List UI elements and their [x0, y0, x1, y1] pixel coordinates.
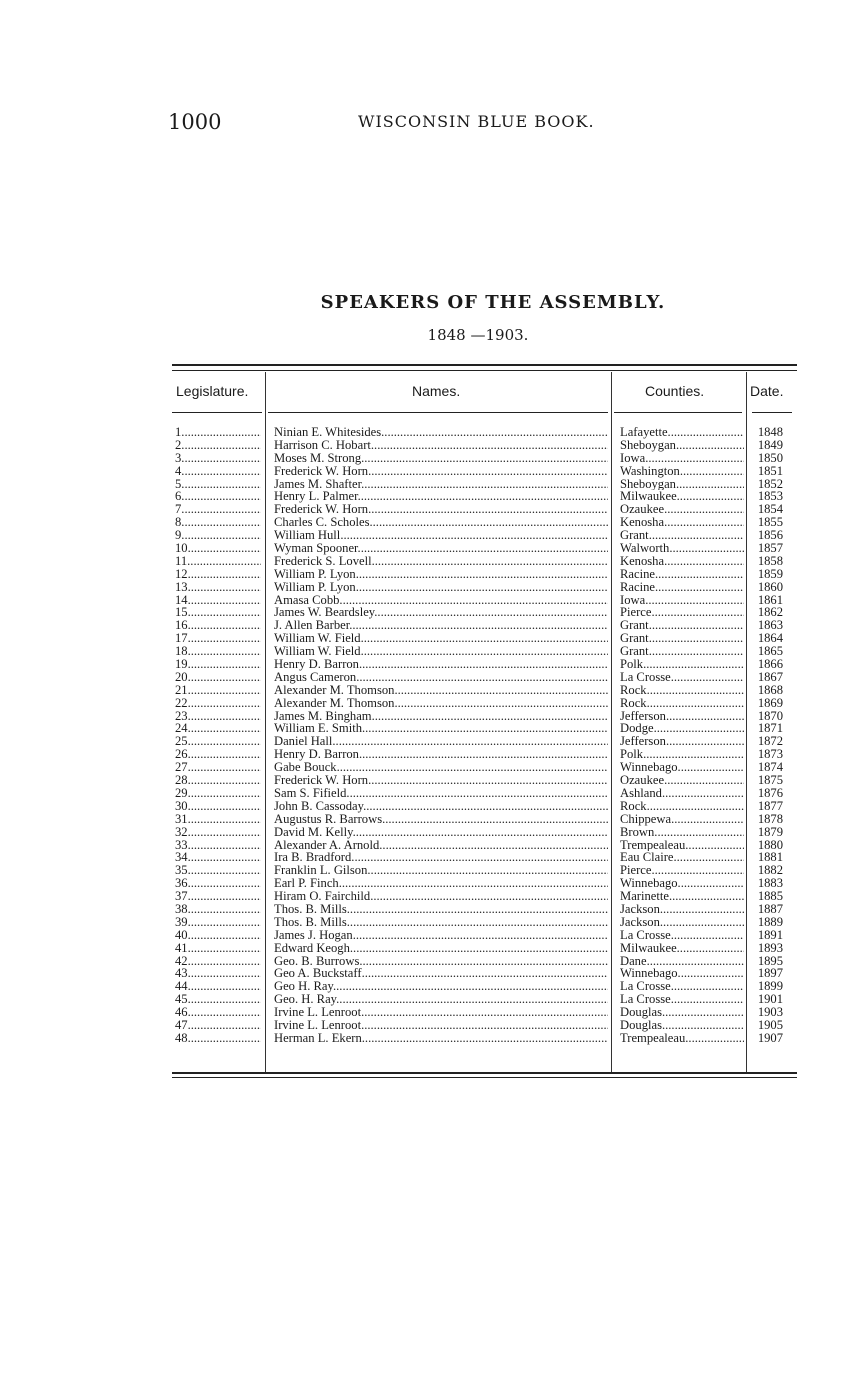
legislature-cell: 26 .....: [175, 748, 261, 761]
table-row: [0, 748, 859, 761]
county-cell: La Crosse .....: [620, 993, 744, 1006]
county-cell: Polk .....: [620, 748, 744, 761]
name-cell: Alexander M. Thomson .....: [274, 697, 608, 710]
date-cell: 1851: [757, 464, 783, 478]
table-row: [0, 942, 859, 955]
legislature-cell: 39 .....: [175, 916, 261, 929]
table-row: [0, 826, 859, 839]
county-cell: Trempealeau .....: [620, 1032, 744, 1045]
date-cell: 1867: [757, 670, 783, 684]
legislature-cell: 4 .....: [175, 465, 261, 478]
date-cell: 1870: [757, 709, 783, 723]
legislature-cell: 38 .....: [175, 903, 261, 916]
table-row: [0, 594, 859, 607]
date-cell: 1901: [757, 993, 783, 1007]
legislature-cell: 44 .....: [175, 980, 261, 993]
header-underline: [752, 412, 792, 413]
date-cell: 1889: [757, 915, 783, 929]
date-cell: 1893: [757, 941, 783, 955]
name-cell: Herman L. Ekern .....: [274, 1032, 608, 1045]
table-row: [0, 1006, 859, 1019]
county-cell: Sheboygan .....: [620, 439, 744, 452]
legislature-cell: 22 .....: [175, 697, 261, 710]
name-cell: William P. Lyon .....: [274, 581, 608, 594]
name-cell: Henry D. Barron .....: [274, 658, 608, 671]
name-cell: William E. Smith .....: [274, 722, 608, 735]
legislature-cell: 5 .....: [175, 478, 261, 491]
table-row: [0, 516, 859, 529]
header-underline: [172, 412, 262, 413]
name-cell: William W. Field .....: [274, 645, 608, 658]
table-row: [0, 684, 859, 697]
running-head: WISCONSIN BLUE BOOK.: [358, 112, 595, 131]
table-top-rule-thin: [172, 370, 797, 371]
date-cell: 1903: [757, 1006, 783, 1019]
date-cell: 1865: [757, 645, 783, 659]
county-cell: Dane .....: [620, 955, 744, 968]
legislature-cell: 18 .....: [175, 645, 261, 658]
date-cell: 1864: [757, 632, 783, 646]
name-cell: Frederick W. Horn .....: [274, 465, 608, 478]
date-cell: 1858: [757, 554, 783, 568]
name-cell: Geo. B. Burrows .....: [274, 955, 608, 968]
date-cell: 1905: [757, 1018, 783, 1032]
legislature-cell: 34 .....: [175, 851, 261, 864]
county-cell: Douglas .....: [620, 1006, 744, 1019]
date-cell: 1874: [757, 761, 783, 775]
name-cell: Ira B. Bradford .....: [274, 851, 608, 864]
legislature-cell: 16 .....: [175, 619, 261, 632]
header-counties: Counties.: [645, 383, 705, 399]
table-row: [0, 916, 859, 929]
county-cell: Jackson .....: [620, 903, 744, 916]
date-cell: 1857: [757, 542, 783, 555]
date-cell: 1907: [757, 1031, 783, 1045]
date-cell: 1891: [757, 928, 783, 942]
county-cell: Polk .....: [620, 658, 744, 671]
legislature-cell: 48 .....: [175, 1032, 261, 1045]
legislature-cell: 33 .....: [175, 839, 261, 852]
legislature-cell: 20 .....: [175, 671, 261, 684]
county-cell: Ozaukee .....: [620, 503, 744, 516]
county-cell: Grant .....: [620, 529, 744, 542]
table-row: [0, 619, 859, 632]
county-cell: Iowa .....: [620, 594, 744, 607]
name-cell: Angus Cameron .....: [274, 671, 608, 684]
county-cell: Jefferson .....: [620, 710, 744, 723]
legislature-cell: 36 .....: [175, 877, 261, 890]
table-row: [0, 490, 859, 503]
date-cell: 1861: [757, 593, 783, 607]
page-title: SPEAKERS OF THE ASSEMBLY.: [320, 292, 666, 313]
county-cell: Racine .....: [620, 581, 744, 594]
table-row: [0, 542, 859, 555]
name-cell: Henry D. Barron .....: [274, 748, 608, 761]
table-row: [0, 1032, 859, 1045]
table-row: [0, 787, 859, 800]
legislature-cell: 46 .....: [175, 1006, 261, 1019]
date-cell: 1875: [757, 774, 783, 787]
date-cell: 1860: [757, 580, 783, 594]
legislature-cell: 8 .....: [175, 516, 261, 529]
name-cell: Irvine L. Lenroot .....: [274, 1006, 608, 1019]
table-row: [0, 1019, 859, 1032]
date-cell: 1895: [757, 954, 783, 968]
name-cell: Frederick W. Horn .....: [274, 774, 608, 787]
date-cell: 1899: [757, 980, 783, 994]
legislature-cell: 41 .....: [175, 942, 261, 955]
name-cell: Alexander A. Arnold .....: [274, 839, 608, 852]
date-cell: 1880: [757, 838, 783, 852]
table-top-rule: [172, 364, 797, 366]
legislature-cell: 17 .....: [175, 632, 261, 645]
county-cell: Winnebago .....: [620, 761, 744, 774]
county-cell: La Crosse .....: [620, 980, 744, 993]
county-cell: Winnebago .....: [620, 967, 744, 980]
date-cell: 1869: [757, 696, 783, 710]
name-cell: J. Allen Barber .....: [274, 619, 608, 632]
table-row: [0, 645, 859, 658]
county-cell: Rock .....: [620, 697, 744, 710]
table-row: [0, 478, 859, 491]
legislature-cell: 7 .....: [175, 503, 261, 516]
table-row: [0, 839, 859, 852]
name-cell: Augustus R. Barrows .....: [274, 813, 608, 826]
table-row: [0, 813, 859, 826]
county-cell: Jefferson .....: [620, 735, 744, 748]
table-bottom-rule-thin: [172, 1077, 797, 1078]
name-cell: Gabe Bouck .....: [274, 761, 608, 774]
date-range-subtitle: 1848 —1903.: [427, 326, 529, 344]
county-cell: Ozaukee .....: [620, 774, 744, 787]
table-row: [0, 606, 859, 619]
table-row: [0, 426, 859, 439]
legislature-cell: 45 .....: [175, 993, 261, 1006]
name-cell: Edward Keogh .....: [274, 942, 608, 955]
county-cell: Milwaukee .....: [620, 942, 744, 955]
county-cell: Milwaukee .....: [620, 490, 744, 503]
table-row: [0, 671, 859, 684]
county-cell: Iowa .....: [620, 452, 744, 465]
county-cell: Grant .....: [620, 632, 744, 645]
header-underline: [268, 412, 608, 413]
name-cell: Sam S. Fifield .....: [274, 787, 608, 800]
date-cell: 1887: [757, 902, 783, 916]
date-cell: 1854: [757, 503, 783, 517]
table-row: [0, 452, 859, 465]
header-date: Date.: [750, 383, 784, 399]
date-cell: 1881: [757, 851, 783, 865]
date-cell: 1878: [757, 812, 783, 826]
date-cell: 1853: [757, 490, 783, 504]
name-cell: Frederick W. Horn .....: [274, 503, 608, 516]
name-cell: James M. Shafter .....: [274, 478, 608, 491]
county-cell: Rock .....: [620, 800, 744, 813]
legislature-cell: 31 .....: [175, 813, 261, 826]
name-cell: Amasa Cobb .....: [274, 594, 608, 607]
county-cell: Brown .....: [620, 826, 744, 839]
date-cell: 1897: [757, 967, 783, 981]
county-cell: Rock .....: [620, 684, 744, 697]
table-row: [0, 439, 859, 452]
county-cell: Marinette .....: [620, 890, 744, 903]
county-cell: Sheboygan .....: [620, 478, 744, 491]
county-cell: La Crosse .....: [620, 671, 744, 684]
name-cell: Henry L. Palmer .....: [274, 490, 608, 503]
name-cell: William Hull .....: [274, 529, 608, 542]
legislature-cell: 12 .....: [175, 568, 261, 581]
name-cell: Geo H. Ray .....: [274, 980, 608, 993]
table-row: [0, 864, 859, 877]
legislature-cell: 19 .....: [175, 658, 261, 671]
legislature-cell: 35 .....: [175, 864, 261, 877]
county-cell: Walworth .....: [620, 542, 744, 555]
table-row: [0, 903, 859, 916]
county-cell: Grant .....: [620, 645, 744, 658]
county-cell: Kenosha .....: [620, 516, 744, 529]
table-row: [0, 555, 859, 568]
legislature-cell: 25 .....: [175, 735, 261, 748]
name-cell: Charles C. Scholes .....: [274, 516, 608, 529]
legislature-cell: 11 .....: [175, 555, 261, 568]
legislature-cell: 32 .....: [175, 826, 261, 839]
table-row: [0, 710, 859, 723]
legislature-cell: 47 .....: [175, 1019, 261, 1032]
date-cell: 1873: [757, 748, 783, 762]
name-cell: Geo. H. Ray .....: [274, 993, 608, 1006]
name-cell: James W. Beardsley .....: [274, 606, 608, 619]
legislature-cell: 29 .....: [175, 787, 261, 800]
date-cell: 1871: [757, 722, 783, 736]
legislature-cell: 13 .....: [175, 581, 261, 594]
county-cell: Dodge .....: [620, 722, 744, 735]
header-names: Names.: [412, 383, 461, 399]
county-cell: Grant .....: [620, 619, 744, 632]
table-row: [0, 761, 859, 774]
date-cell: 1856: [757, 529, 783, 543]
table-bottom-rule: [172, 1072, 797, 1074]
date-cell: 1850: [757, 451, 783, 465]
legislature-cell: 2 .....: [175, 439, 261, 452]
name-cell: Alexander M. Thomson .....: [274, 684, 608, 697]
name-cell: John B. Cassoday .....: [274, 800, 608, 813]
table-row: [0, 774, 859, 787]
date-cell: 1852: [757, 477, 783, 491]
table-row: [0, 529, 859, 542]
table-row: [0, 980, 859, 993]
date-cell: 1862: [757, 606, 783, 620]
name-cell: Geo A. Buckstaff .....: [274, 967, 608, 980]
date-cell: 1849: [757, 438, 783, 452]
name-cell: Ninian E. Whitesides .....: [274, 426, 608, 439]
county-cell: La Crosse .....: [620, 929, 744, 942]
table-body: [0, 426, 859, 1045]
name-cell: James M. Bingham .....: [274, 710, 608, 723]
legislature-cell: 24 .....: [175, 722, 261, 735]
legislature-cell: 42 .....: [175, 955, 261, 968]
county-cell: Douglas .....: [620, 1019, 744, 1032]
table-row: [0, 632, 859, 645]
name-cell: Earl P. Finch .....: [274, 877, 608, 890]
date-cell: 1876: [757, 786, 783, 800]
table-row: [0, 581, 859, 594]
date-cell: 1879: [757, 825, 783, 839]
table-row: [0, 955, 859, 968]
name-cell: Franklin L. Gilson .....: [274, 864, 608, 877]
table-row: [0, 735, 859, 748]
name-cell: James J. Hogan .....: [274, 929, 608, 942]
table-row: [0, 697, 859, 710]
county-cell: Winnebago .....: [620, 877, 744, 890]
date-cell: 1868: [757, 683, 783, 697]
table-row: [0, 890, 859, 903]
name-cell: David M. Kelly .....: [274, 826, 608, 839]
name-cell: Harrison C. Hobart .....: [274, 439, 608, 452]
legislature-cell: 28 .....: [175, 774, 261, 787]
legislature-cell: 9 .....: [175, 529, 261, 542]
legislature-cell: 15 .....: [175, 606, 261, 619]
table-row: [0, 851, 859, 864]
table-row: [0, 465, 859, 478]
legislature-cell: 40 .....: [175, 929, 261, 942]
name-cell: Moses M. Strong .....: [274, 452, 608, 465]
county-cell: Ashland .....: [620, 787, 744, 800]
date-cell: 1882: [757, 864, 783, 878]
table-row: [0, 800, 859, 813]
date-cell: 1859: [757, 567, 783, 581]
table-row: [0, 568, 859, 581]
legislature-cell: 1 .....: [175, 426, 261, 439]
date-cell: 1883: [757, 877, 783, 891]
name-cell: William P. Lyon .....: [274, 568, 608, 581]
name-cell: Thos. B. Mills .....: [274, 903, 608, 916]
county-cell: Racine .....: [620, 568, 744, 581]
legislature-cell: 3 .....: [175, 452, 261, 465]
legislature-cell: 10 .....: [175, 542, 261, 555]
table-row: [0, 877, 859, 890]
page-number: 1000: [168, 110, 222, 134]
county-cell: Pierce .....: [620, 606, 744, 619]
legislature-cell: 37 .....: [175, 890, 261, 903]
table-row: [0, 993, 859, 1006]
county-cell: Pierce .....: [620, 864, 744, 877]
county-cell: Lafayette .....: [620, 426, 744, 439]
legislature-cell: 14 .....: [175, 594, 261, 607]
legislature-cell: 30 .....: [175, 800, 261, 813]
table-row: [0, 503, 859, 516]
date-cell: 1855: [757, 516, 783, 530]
county-cell: Eau Claire .....: [620, 851, 744, 864]
county-cell: Trempealeau .....: [620, 839, 744, 852]
county-cell: Chippewa .....: [620, 813, 744, 826]
name-cell: Irvine L. Lenroot .....: [274, 1019, 608, 1032]
header-legislature: Legislature.: [176, 383, 249, 399]
date-cell: 1866: [757, 658, 783, 671]
name-cell: Thos. B. Mills .....: [274, 916, 608, 929]
legislature-cell: 23 .....: [175, 710, 261, 723]
legislature-cell: 6 .....: [175, 490, 261, 503]
date-cell: 1863: [757, 619, 783, 633]
date-cell: 1872: [757, 735, 783, 749]
name-cell: Frederick S. Lovell .....: [274, 555, 608, 568]
table-row: [0, 658, 859, 671]
name-cell: William W. Field .....: [274, 632, 608, 645]
date-cell: 1885: [757, 890, 783, 903]
table-row: [0, 929, 859, 942]
table-row: [0, 722, 859, 735]
date-cell: 1848: [757, 426, 783, 439]
date-cell: 1877: [757, 799, 783, 813]
county-cell: Jackson .....: [620, 916, 744, 929]
county-cell: Washington .....: [620, 465, 744, 478]
table-row: [0, 967, 859, 980]
legislature-cell: 27 .....: [175, 761, 261, 774]
name-cell: Daniel Hall .....: [274, 735, 608, 748]
county-cell: Kenosha .....: [620, 555, 744, 568]
legislature-cell: 21 .....: [175, 684, 261, 697]
header-underline: [614, 412, 742, 413]
legislature-cell: 43 .....: [175, 967, 261, 980]
name-cell: Wyman Spooner .....: [274, 542, 608, 555]
name-cell: Hiram O. Fairchild .....: [274, 890, 608, 903]
